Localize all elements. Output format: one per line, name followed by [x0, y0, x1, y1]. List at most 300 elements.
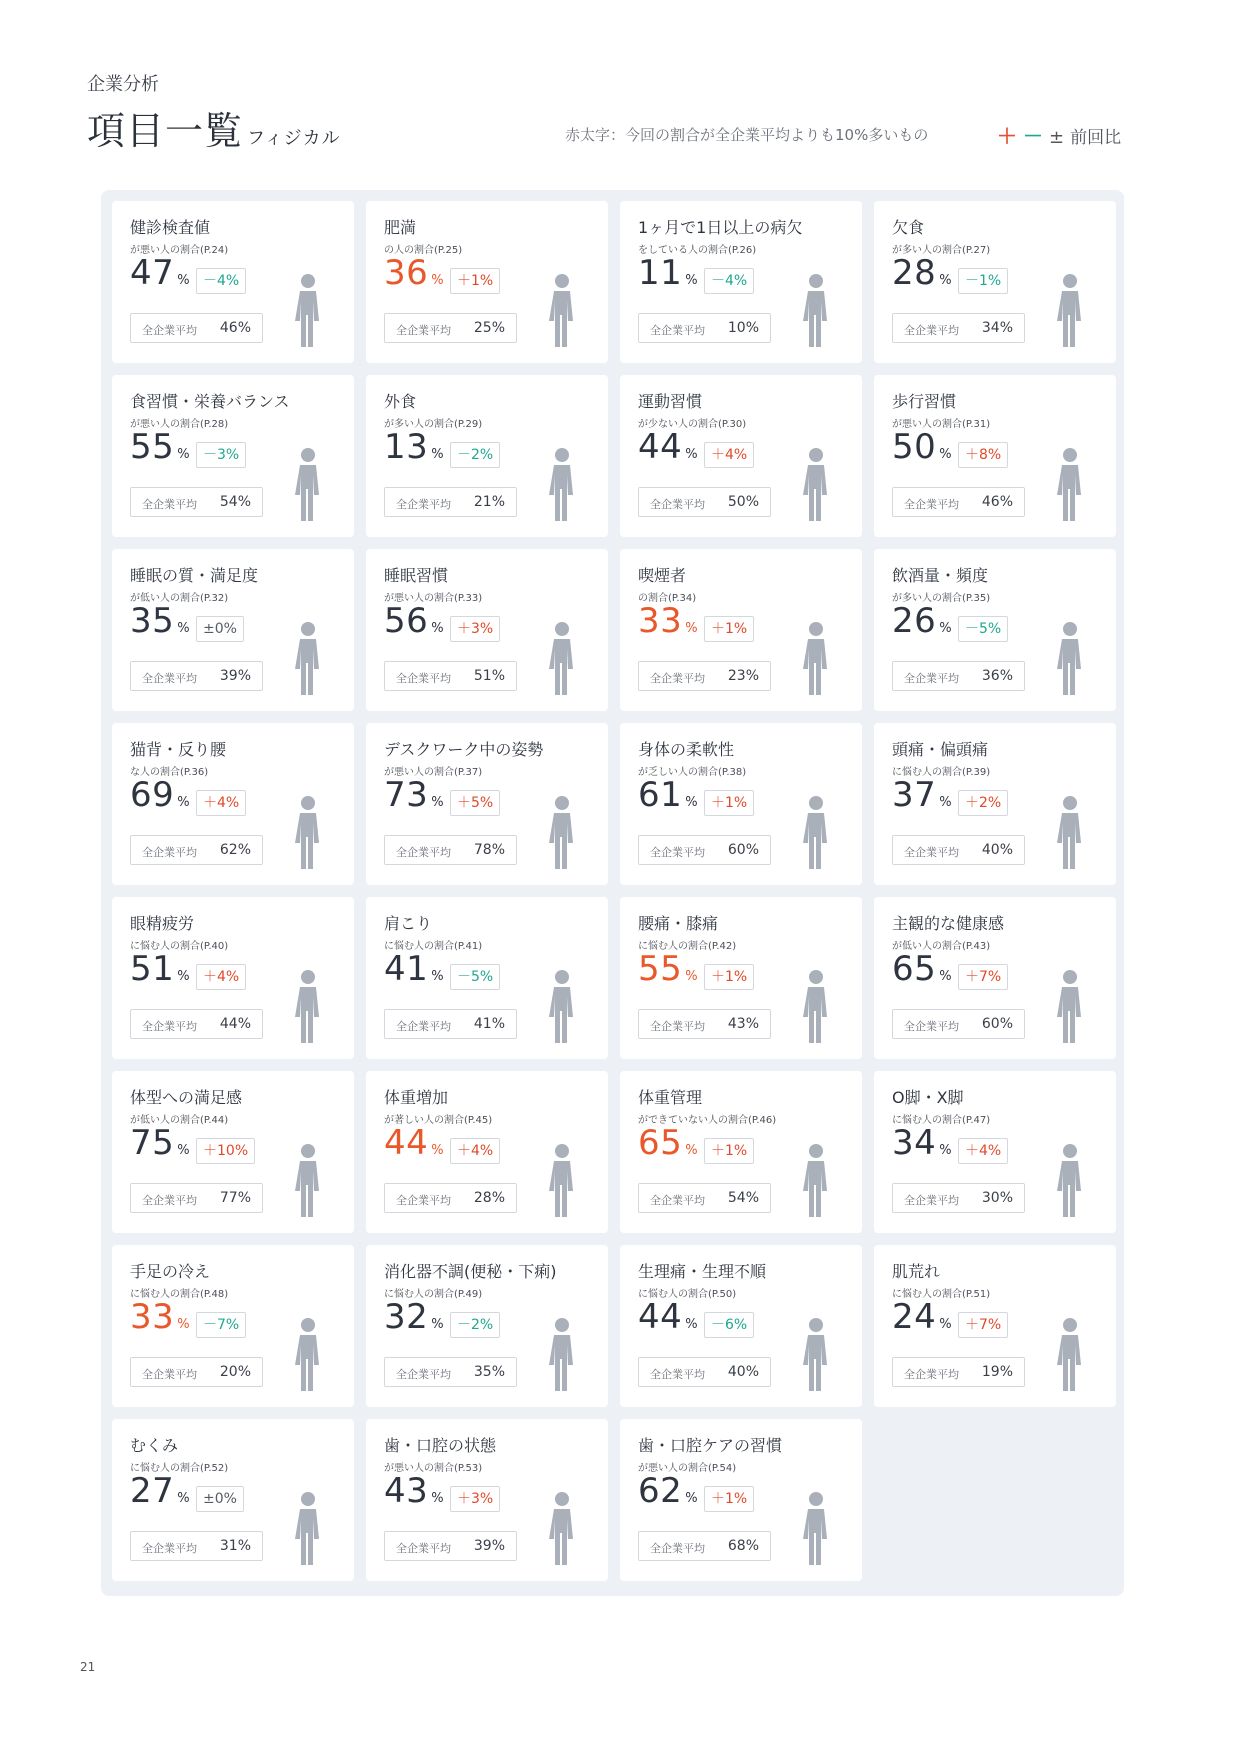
- card-average-value: 10%: [727, 320, 759, 336]
- smoker-icon: [780, 615, 852, 701]
- card-value-number: 13: [384, 427, 429, 467]
- card-average-label: 全企業平均: [650, 1020, 705, 1033]
- card-average-box: [892, 1009, 1025, 1039]
- card-subtitle: が多い人の割合(P.29): [384, 419, 483, 430]
- card-value-unit: %: [177, 1491, 191, 1506]
- card-change-badge: ＋3%: [450, 616, 500, 642]
- card-value-number: 61: [638, 775, 683, 815]
- card-average-label: 全企業平均: [396, 1020, 451, 1033]
- card-average-box: [892, 835, 1025, 865]
- item-card: [620, 1071, 862, 1233]
- card-value: [130, 427, 190, 467]
- card-average-value: 54%: [727, 1190, 759, 1206]
- card-value: [892, 775, 952, 815]
- item-card: [112, 723, 354, 885]
- card-value-unit: %: [177, 969, 191, 984]
- card-average-value: 78%: [473, 842, 505, 858]
- card-average-value: 34%: [981, 320, 1013, 336]
- card-average-value: 46%: [981, 494, 1013, 510]
- card-subtitle: が悪い人の割合(P.28): [130, 419, 229, 430]
- card-value-unit: %: [685, 273, 699, 288]
- card-subtitle: に悩む人の割合(P.51): [892, 1289, 991, 1300]
- card-subtitle: が低い人の割合(P.43): [892, 941, 991, 952]
- card-average-box: [892, 1183, 1025, 1213]
- card-title: 体重増加: [384, 1088, 449, 1107]
- drinker-icon: [1034, 615, 1106, 701]
- card-average-value: 44%: [219, 1016, 251, 1032]
- card-subtitle: に悩む人の割合(P.50): [638, 1289, 737, 1300]
- stiff-shoulder-icon: [526, 963, 598, 1049]
- card-average-box: [384, 1531, 517, 1561]
- card-value-number: 51: [130, 949, 175, 989]
- card-average-value: 30%: [981, 1190, 1013, 1206]
- item-card: [366, 723, 608, 885]
- card-value: [892, 427, 952, 467]
- card-value: [384, 949, 444, 989]
- card-average-value: 40%: [727, 1364, 759, 1380]
- card-average-label: 全企業平均: [142, 1542, 197, 1555]
- item-card: [112, 201, 354, 363]
- legend-minus: －: [1023, 124, 1043, 148]
- card-average-box: [384, 1183, 517, 1213]
- card-average-label: 全企業平均: [142, 1368, 197, 1381]
- card-average-box: [130, 1531, 263, 1561]
- card-average-box: [130, 1357, 263, 1387]
- card-average-box: [384, 835, 517, 865]
- card-value-number: 34: [892, 1123, 937, 1163]
- item-card: [112, 1245, 354, 1407]
- card-value-unit: %: [939, 1317, 953, 1332]
- item-card: [620, 723, 862, 885]
- card-title: 喫煙者: [638, 566, 687, 585]
- card-average-value: 60%: [981, 1016, 1013, 1032]
- card-change-badge: －3%: [196, 442, 246, 468]
- card-subtitle: に悩む人の割合(P.52): [130, 1463, 229, 1474]
- item-card: [620, 549, 862, 711]
- item-card: [620, 375, 862, 537]
- card-average-value: 39%: [473, 1538, 505, 1554]
- item-card: [620, 201, 862, 363]
- item-card: [112, 1419, 354, 1581]
- card-title: 睡眠習慣: [384, 566, 449, 585]
- card-value: [384, 601, 444, 641]
- item-card: [620, 1245, 862, 1407]
- card-average-value: 77%: [219, 1190, 251, 1206]
- card-average-box: [892, 1357, 1025, 1387]
- card-title: 食習慣・栄養バランス: [130, 392, 290, 411]
- card-value: [384, 1297, 444, 1337]
- card-average-label: 全企業平均: [650, 1194, 705, 1207]
- card-value-unit: %: [431, 1143, 445, 1158]
- card-average-label: 全企業平均: [904, 324, 959, 337]
- card-average-box: [892, 661, 1025, 691]
- back-pain-icon: [780, 963, 852, 1049]
- item-card: [366, 897, 608, 1059]
- card-value: [638, 1297, 698, 1337]
- card-title: 身体の柔軟性: [638, 740, 735, 759]
- card-value-number: 41: [384, 949, 429, 989]
- card-average-label: 全企業平均: [904, 498, 959, 511]
- card-title: 外食: [384, 392, 417, 411]
- item-card: [366, 1071, 608, 1233]
- card-value-unit: %: [177, 1143, 191, 1158]
- card-change-badge: －6%: [704, 1312, 754, 1338]
- item-card: [112, 549, 354, 711]
- posture-icon: [272, 789, 344, 875]
- card-value-number: 36: [384, 253, 429, 293]
- card-average-label: 全企業平均: [396, 672, 451, 685]
- card-average-box: [638, 1183, 771, 1213]
- card-value-unit: %: [431, 1491, 445, 1506]
- page-title-sub: フィジカル: [247, 128, 341, 149]
- card-value-number: 37: [892, 775, 937, 815]
- card-value-number: 33: [638, 601, 683, 641]
- card-value: [638, 427, 698, 467]
- card-value-unit: %: [685, 795, 699, 810]
- card-title: 睡眠の質・満足度: [130, 566, 259, 585]
- card-average-label: 全企業平均: [904, 1194, 959, 1207]
- card-value-number: 55: [638, 949, 683, 989]
- card-value: [384, 1123, 444, 1163]
- card-value-unit: %: [939, 795, 953, 810]
- legend-label: 前回比: [1070, 128, 1122, 148]
- card-average-label: 全企業平均: [396, 1368, 451, 1381]
- card-subtitle: に悩む人の割合(P.48): [130, 1289, 229, 1300]
- card-average-value: 46%: [219, 320, 251, 336]
- card-subtitle: に悩む人の割合(P.40): [130, 941, 229, 952]
- card-change-badge: ＋1%: [704, 1138, 754, 1164]
- item-card: [874, 375, 1116, 537]
- card-title: 猫背・反り腰: [130, 740, 227, 759]
- legend-note: 赤太字：今回の割合が全企業平均よりも10%多いもの: [565, 126, 929, 144]
- oral-care-icon: [780, 1485, 852, 1571]
- body-shape-icon: [272, 1137, 344, 1223]
- weight-gain-icon: [526, 1137, 598, 1223]
- card-value: [384, 427, 444, 467]
- card-value: [892, 1297, 952, 1337]
- card-title: O脚・X脚: [892, 1088, 964, 1107]
- card-value: [638, 949, 698, 989]
- legend-signs: [997, 120, 1121, 149]
- card-average-label: 全企業平均: [142, 846, 197, 859]
- bed-awake-icon: [272, 615, 344, 701]
- card-subtitle: が悪い人の割合(P.33): [384, 593, 483, 604]
- card-value-unit: %: [431, 447, 445, 462]
- card-value-unit: %: [685, 1317, 699, 1332]
- stretching-icon: [780, 789, 852, 875]
- eating-desk-icon: [272, 441, 344, 527]
- item-panel: [101, 190, 1124, 1596]
- item-card: [874, 1071, 1116, 1233]
- card-title: 体型への満足感: [130, 1088, 243, 1107]
- card-value-unit: %: [431, 1317, 445, 1332]
- card-average-label: 全企業平均: [396, 498, 451, 511]
- card-value-unit: %: [939, 969, 953, 984]
- card-average-box: [638, 835, 771, 865]
- card-value: [130, 601, 190, 641]
- item-card: [366, 549, 608, 711]
- item-card: [620, 1419, 862, 1581]
- item-card: [366, 201, 608, 363]
- card-title: 肥満: [384, 218, 417, 237]
- item-card: [366, 1245, 608, 1407]
- card-value-unit: %: [177, 447, 191, 462]
- card-average-value: 50%: [727, 494, 759, 510]
- card-title: 肌荒れ: [892, 1262, 941, 1281]
- card-value-number: 44: [638, 427, 683, 467]
- card-change-badge: －2%: [450, 1312, 500, 1338]
- card-value-unit: %: [939, 1143, 953, 1158]
- card-subtitle: が低い人の割合(P.44): [130, 1115, 229, 1126]
- card-value-number: 44: [384, 1123, 429, 1163]
- card-average-value: 43%: [727, 1016, 759, 1032]
- skin-care-icon: [1034, 1311, 1106, 1397]
- card-value-unit: %: [177, 621, 191, 636]
- card-value: [892, 949, 952, 989]
- card-change-badge: ＋1%: [704, 616, 754, 642]
- card-subtitle: に悩む人の割合(P.39): [892, 767, 991, 778]
- card-value-unit: %: [939, 447, 953, 462]
- card-average-box: [892, 313, 1025, 343]
- card-value: [130, 949, 190, 989]
- card-value-number: 62: [638, 1471, 683, 1511]
- card-subtitle: が悪い人の割合(P.37): [384, 767, 483, 778]
- card-average-label: 全企業平均: [904, 846, 959, 859]
- card-value-unit: %: [939, 273, 953, 288]
- item-card: [874, 549, 1116, 711]
- card-subtitle: をしている人の割合(P.26): [638, 245, 757, 256]
- card-change-badge: ＋1%: [450, 268, 500, 294]
- card-value-number: 50: [892, 427, 937, 467]
- card-average-value: 25%: [473, 320, 505, 336]
- item-card: [112, 375, 354, 537]
- card-value-number: 69: [130, 775, 175, 815]
- card-title: 歯・口腔の状態: [384, 1436, 497, 1455]
- card-change-badge: ＋4%: [450, 1138, 500, 1164]
- sick-bed-icon: [780, 267, 852, 353]
- card-value-number: 47: [130, 253, 175, 293]
- card-subtitle: が悪い人の割合(P.54): [638, 1463, 737, 1474]
- card-average-value: 62%: [219, 842, 251, 858]
- card-value-number: 65: [892, 949, 937, 989]
- card-value-number: 56: [384, 601, 429, 641]
- item-card: [874, 723, 1116, 885]
- card-average-label: 全企業平均: [650, 498, 705, 511]
- card-value-unit: %: [939, 621, 953, 636]
- card-value-number: 27: [130, 1471, 175, 1511]
- card-average-label: 全企業平均: [142, 672, 197, 685]
- card-average-label: 全企業平均: [650, 1368, 705, 1381]
- card-subtitle: が少ない人の割合(P.30): [638, 419, 747, 430]
- card-value-number: 55: [130, 427, 175, 467]
- card-value-unit: %: [177, 1317, 191, 1332]
- card-value-number: 24: [892, 1297, 937, 1337]
- card-value-unit: %: [177, 795, 191, 810]
- card-average-value: 54%: [219, 494, 251, 510]
- bow-legs-icon: [1034, 1137, 1106, 1223]
- card-value: [638, 253, 698, 293]
- item-card: [874, 897, 1116, 1059]
- card-average-box: [384, 313, 517, 343]
- card-change-badge: ＋2%: [958, 790, 1008, 816]
- walking-person-icon: [1034, 441, 1106, 527]
- card-change-badge: －7%: [196, 1312, 246, 1338]
- card-title: 1ヶ月で1日以上の病欠: [638, 218, 803, 237]
- card-average-box: [638, 1531, 771, 1561]
- card-average-value: 19%: [981, 1364, 1013, 1380]
- card-value-unit: %: [431, 621, 445, 636]
- page-number: 21: [80, 1660, 96, 1674]
- card-subtitle: に悩む人の割合(P.42): [638, 941, 737, 952]
- card-value-unit: %: [685, 1143, 699, 1158]
- page-title: [87, 100, 341, 155]
- card-average-box: [638, 1357, 771, 1387]
- card-average-label: 全企業平均: [904, 1368, 959, 1381]
- card-average-label: 全企業平均: [396, 846, 451, 859]
- card-title: 肩こり: [384, 914, 433, 933]
- item-card: [874, 201, 1116, 363]
- card-subtitle: が多い人の割合(P.35): [892, 593, 991, 604]
- card-average-value: 36%: [981, 668, 1013, 684]
- card-value-unit: %: [177, 273, 191, 288]
- eye-strain-icon: [272, 963, 344, 1049]
- card-title: 頭痛・偏頭痛: [892, 740, 989, 759]
- sleep-clock-icon: [526, 615, 598, 701]
- card-subtitle: が悪い人の割合(P.31): [892, 419, 991, 430]
- card-value: [638, 601, 698, 641]
- card-value-number: 35: [130, 601, 175, 641]
- card-title: 欠食: [892, 218, 925, 237]
- card-value-number: 33: [130, 1297, 175, 1337]
- card-value: [892, 601, 952, 641]
- item-card: [874, 1245, 1116, 1407]
- card-average-value: 31%: [219, 1538, 251, 1554]
- treadmill-icon: [780, 441, 852, 527]
- card-average-box: [130, 1183, 263, 1213]
- card-value: [384, 1471, 444, 1511]
- card-subtitle: が悪い人の割合(P.53): [384, 1463, 483, 1474]
- card-value: [638, 775, 698, 815]
- card-value: [892, 253, 952, 293]
- card-change-badge: ＋7%: [958, 1312, 1008, 1338]
- desk-posture-icon: [526, 789, 598, 875]
- card-average-box: [384, 487, 517, 517]
- cold-hands-icon: [272, 1311, 344, 1397]
- card-value: [130, 1123, 190, 1163]
- card-average-value: 23%: [727, 668, 759, 684]
- card-value-unit: %: [685, 1491, 699, 1506]
- doctor-icon: [272, 267, 344, 353]
- item-card: [112, 1071, 354, 1233]
- card-value: [130, 253, 190, 293]
- card-average-label: 全企業平均: [142, 498, 197, 511]
- card-value-unit: %: [685, 447, 699, 462]
- card-title: 歯・口腔ケアの習慣: [638, 1436, 783, 1455]
- card-average-box: [130, 661, 263, 691]
- card-subtitle: が低い人の割合(P.32): [130, 593, 229, 604]
- card-title: 腰痛・膝痛: [638, 914, 719, 933]
- card-average-label: 全企業平均: [142, 1194, 197, 1207]
- item-grid: [112, 201, 1116, 1581]
- card-average-box: [130, 835, 263, 865]
- card-average-value: 20%: [219, 1364, 251, 1380]
- card-subtitle: ができていない人の割合(P.46): [638, 1115, 777, 1126]
- card-average-label: 全企業平均: [904, 672, 959, 685]
- toilet-icon: [526, 1311, 598, 1397]
- card-value-unit: %: [685, 969, 699, 984]
- card-subtitle: の割合(P.34): [638, 593, 697, 604]
- card-value-number: 43: [384, 1471, 429, 1511]
- card-change-badge: ＋10%: [196, 1138, 255, 1164]
- card-value-number: 73: [384, 775, 429, 815]
- card-average-value: 60%: [727, 842, 759, 858]
- card-average-label: 全企業平均: [650, 846, 705, 859]
- card-average-label: 全企業平均: [142, 324, 197, 337]
- card-value: [130, 1471, 190, 1511]
- card-average-label: 全企業平均: [650, 324, 705, 337]
- item-card: [366, 375, 608, 537]
- card-change-badge: －4%: [704, 268, 754, 294]
- card-subtitle: に悩む人の割合(P.41): [384, 941, 483, 952]
- card-average-value: 39%: [219, 668, 251, 684]
- card-subtitle: が乏しい人の割合(P.38): [638, 767, 747, 778]
- card-change-badge: ＋3%: [450, 1486, 500, 1512]
- scale-icon: [780, 1137, 852, 1223]
- card-change-badge: －1%: [958, 268, 1008, 294]
- swelling-icon: [272, 1485, 344, 1571]
- card-value-number: 11: [638, 253, 683, 293]
- card-value-number: 75: [130, 1123, 175, 1163]
- card-change-badge: ±0%: [196, 616, 244, 642]
- card-change-badge: ＋8%: [958, 442, 1008, 468]
- card-value-number: 28: [892, 253, 937, 293]
- headache-icon: [1034, 789, 1106, 875]
- card-title: 体重管理: [638, 1088, 703, 1107]
- card-value: [892, 1123, 952, 1163]
- card-average-box: [384, 1357, 517, 1387]
- card-change-badge: ±0%: [196, 1486, 244, 1512]
- card-value-unit: %: [431, 969, 445, 984]
- card-average-label: 全企業平均: [904, 1020, 959, 1033]
- card-average-value: 51%: [473, 668, 505, 684]
- obese-person-icon: [526, 267, 598, 353]
- card-change-badge: ＋1%: [704, 1486, 754, 1512]
- card-title: むくみ: [130, 1436, 179, 1455]
- item-card: [620, 897, 862, 1059]
- card-title: 運動習慣: [638, 392, 703, 411]
- card-title: 歩行習慣: [892, 392, 957, 411]
- card-value-number: 32: [384, 1297, 429, 1337]
- card-title: 主観的な健康感: [892, 914, 1005, 933]
- card-average-value: 21%: [473, 494, 505, 510]
- card-change-badge: ＋4%: [704, 442, 754, 468]
- card-subtitle: に悩む人の割合(P.47): [892, 1115, 991, 1126]
- card-value-unit: %: [431, 273, 445, 288]
- card-average-value: 41%: [473, 1016, 505, 1032]
- card-value: [384, 775, 444, 815]
- item-card: [112, 897, 354, 1059]
- card-subtitle: が多い人の割合(P.27): [892, 245, 991, 256]
- card-title: 消化器不調(便秘・下痢): [384, 1262, 557, 1281]
- card-subtitle: が悪い人の割合(P.24): [130, 245, 229, 256]
- card-value: [638, 1123, 698, 1163]
- card-change-badge: ＋7%: [958, 964, 1008, 990]
- card-change-badge: ＋4%: [196, 790, 246, 816]
- card-value-unit: %: [685, 621, 699, 636]
- card-average-value: 68%: [727, 1538, 759, 1554]
- card-average-value: 28%: [473, 1190, 505, 1206]
- card-average-box: [638, 313, 771, 343]
